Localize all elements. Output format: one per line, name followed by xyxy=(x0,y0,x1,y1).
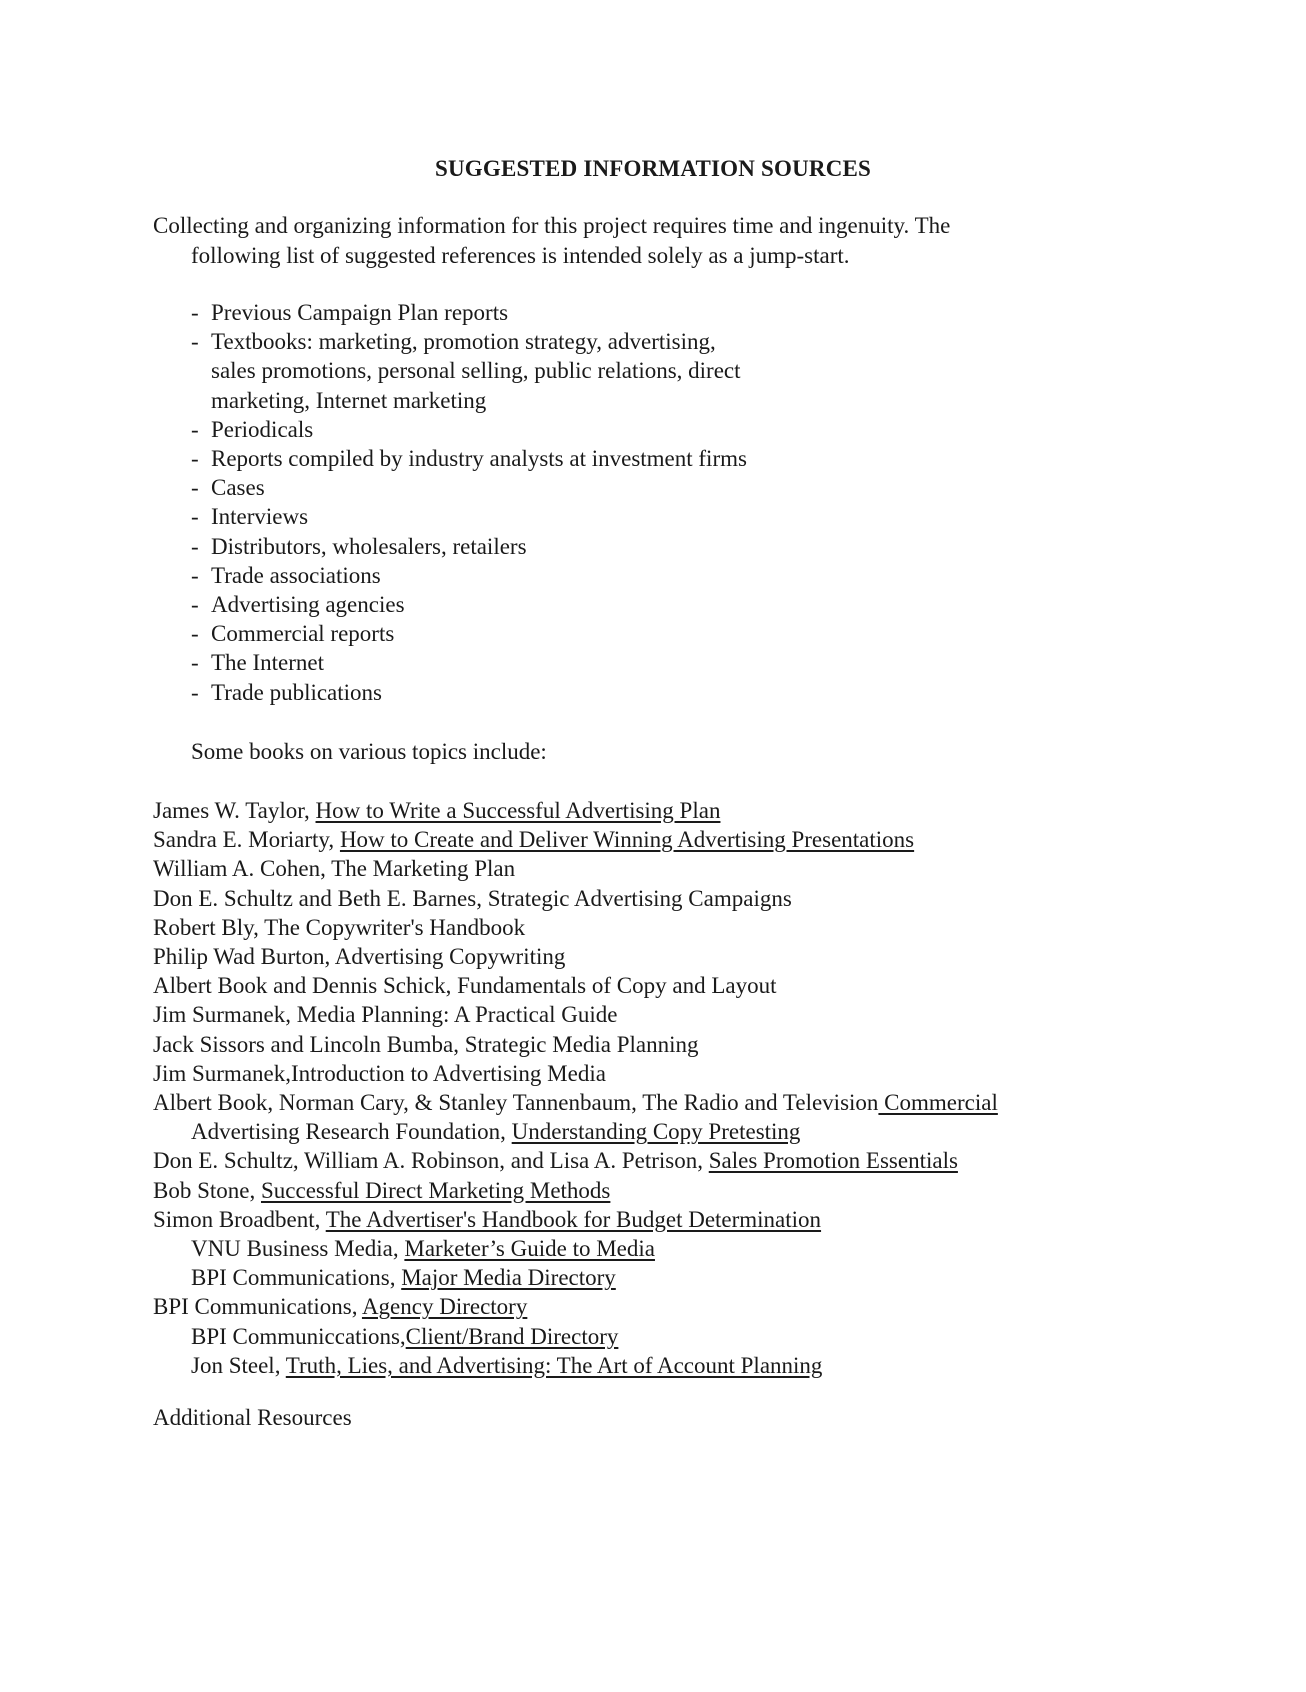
bullet-dash: - xyxy=(191,300,199,325)
book-entry xyxy=(153,825,998,854)
book-title: Marketer’s Guide to Media xyxy=(404,1236,655,1262)
source-list xyxy=(191,298,747,707)
book-entry xyxy=(153,1234,998,1263)
book-entry xyxy=(153,796,998,825)
book-entry xyxy=(153,1322,998,1351)
book-title: Agency Directory xyxy=(361,1294,528,1320)
book-author: BPI Communications, xyxy=(191,1265,402,1291)
intro-paragraph xyxy=(153,211,1153,270)
source-list-text: Trade associations xyxy=(211,562,381,588)
bullet-dash: - xyxy=(191,416,199,442)
book-author: Albert Book and Dennis Schick, xyxy=(153,973,458,999)
page-title: SUGGESTED INFORMATION SOURCES xyxy=(434,156,872,181)
source-list-item xyxy=(191,532,747,561)
bullet-dash: - xyxy=(191,621,199,647)
bullet-dash: - xyxy=(191,562,199,588)
source-list-text: Interviews xyxy=(211,504,309,530)
book-author: Don E. Schultz, William A. Robinson, and Lisa A. Petrison, xyxy=(153,1148,709,1174)
source-list-text: Trade publications xyxy=(211,679,382,705)
book-author: Don E. Schultz and Beth E. Barnes, xyxy=(153,885,488,911)
book-title: Introduction to Advertising Media xyxy=(291,1060,606,1086)
book-title: Client/Brand Directory xyxy=(405,1323,619,1349)
source-list-item xyxy=(191,678,747,707)
source-list-item xyxy=(191,502,747,531)
source-list-item xyxy=(191,619,747,648)
source-list-item xyxy=(191,648,747,677)
book-author: Jim Surmanek, xyxy=(153,1060,291,1086)
book-title: Strategic Advertising Campaigns xyxy=(487,885,792,911)
book-author: BPI Communications, xyxy=(153,1294,362,1320)
source-list-text: Advertising agencies xyxy=(211,592,405,618)
book-title: Fundamentals of Copy and Layout xyxy=(457,973,777,999)
book-author: Robert Bly, xyxy=(153,914,265,940)
book-entry xyxy=(153,884,998,913)
book-title: The Advertiser's Handbook for Budget Determination xyxy=(325,1206,822,1232)
intro-line-2: following list of suggested references is intended solely as a jump-start. xyxy=(191,242,850,268)
intro-line-1: Collecting and organizing information for this project requires time and ingenuity. The xyxy=(153,213,951,238)
source-list-item xyxy=(191,298,747,327)
book-author: William A. Cohen, xyxy=(153,856,332,882)
source-list-text: Previous Campaign Plan reports xyxy=(211,300,509,325)
book-author: James W. Taylor, xyxy=(153,798,316,823)
book-entry xyxy=(153,1059,998,1088)
book-entry xyxy=(153,1117,998,1146)
bullet-dash: - xyxy=(191,329,199,355)
source-list-item xyxy=(191,327,747,356)
book-author: Bob Stone, xyxy=(153,1177,261,1203)
book-entry xyxy=(153,1030,998,1059)
book-author: Advertising Research Foundation, xyxy=(191,1119,512,1145)
source-list-item xyxy=(191,473,747,502)
source-list-text: sales promotions, personal selling, public relations, direct xyxy=(211,358,741,384)
book-entry xyxy=(153,1351,998,1380)
book-title: How to Write a Successful Advertising Plan xyxy=(315,798,721,823)
source-list-text: Textbooks: marketing, promotion strategy, advertising, xyxy=(211,329,716,355)
book-title: Strategic Media Planning xyxy=(464,1031,699,1057)
book-entry xyxy=(153,1176,998,1205)
book-entry xyxy=(153,913,998,942)
book-title: Major Media Directory xyxy=(401,1265,616,1291)
bullet-dash: - xyxy=(191,650,199,676)
source-list-text: Reports compiled by industry analysts at investment firms xyxy=(211,446,747,472)
book-entry xyxy=(153,971,998,1000)
book-author: Albert Book, Norman Cary, & Stanley Tannenbaum, The Radio and Television xyxy=(153,1090,879,1116)
bullet-dash: - xyxy=(191,475,199,501)
source-list-item xyxy=(191,356,747,385)
book-entry xyxy=(153,942,998,971)
book-entry xyxy=(153,1146,998,1175)
source-list-text: Cases xyxy=(211,475,265,501)
book-entry xyxy=(153,1292,998,1321)
book-author: Sandra E. Moriarty, xyxy=(153,827,340,853)
book-author: Simon Broadbent, xyxy=(153,1206,326,1232)
source-list-text: Distributors, wholesalers, retailers xyxy=(211,533,527,559)
book-author: VNU Business Media, xyxy=(191,1236,405,1262)
book-author: Philip Wad Burton, xyxy=(153,944,335,970)
source-list-text: Periodicals xyxy=(211,416,314,442)
bullet-dash: - xyxy=(191,533,199,559)
book-title: The Marketing Plan xyxy=(331,856,516,882)
book-title: Sales Promotion Essentials xyxy=(708,1148,958,1174)
book-entry xyxy=(153,1205,998,1234)
source-list-item xyxy=(191,444,747,473)
bullet-dash: - xyxy=(191,504,199,530)
book-title: Truth, Lies, and Advertising: The Art of Account Planning xyxy=(285,1352,823,1378)
source-list-item xyxy=(191,415,747,444)
source-list-item xyxy=(191,590,747,619)
book-title: How to Create and Deliver Winning Advertising Presentations xyxy=(339,827,915,853)
book-entry xyxy=(153,854,998,883)
source-list-item xyxy=(191,561,747,590)
book-entry xyxy=(153,1088,998,1117)
source-list-text: The Internet xyxy=(211,650,325,676)
bullet-dash: - xyxy=(191,679,199,705)
book-title: The Copywriter's Handbook xyxy=(264,914,526,940)
book-entry xyxy=(153,1263,998,1292)
book-title: Advertising Copywriting xyxy=(334,944,566,970)
bullet-dash: - xyxy=(191,592,199,618)
source-list-text: Commercial reports xyxy=(211,621,395,647)
book-author: BPI Communiccations, xyxy=(191,1323,406,1349)
additional-resources-heading: Additional Resources xyxy=(153,1405,352,1430)
book-title: Successful Direct Marketing Methods xyxy=(260,1177,611,1203)
book-title: Commercial xyxy=(878,1090,998,1116)
book-list xyxy=(153,796,998,1380)
books-intro: Some books on various topics include: xyxy=(191,739,547,764)
book-author: Jim Surmanek, xyxy=(153,1002,297,1028)
source-list-text: marketing, Internet marketing xyxy=(211,387,487,413)
book-title: Understanding Copy Pretesting xyxy=(511,1119,801,1145)
book-author: Jon Steel, xyxy=(191,1352,286,1378)
source-list-item xyxy=(191,386,747,415)
book-title: Media Planning: A Practical Guide xyxy=(296,1002,618,1028)
bullet-dash: - xyxy=(191,446,199,472)
book-entry xyxy=(153,1000,998,1029)
book-author: Jack Sissors and Lincoln Bumba, xyxy=(153,1031,465,1057)
